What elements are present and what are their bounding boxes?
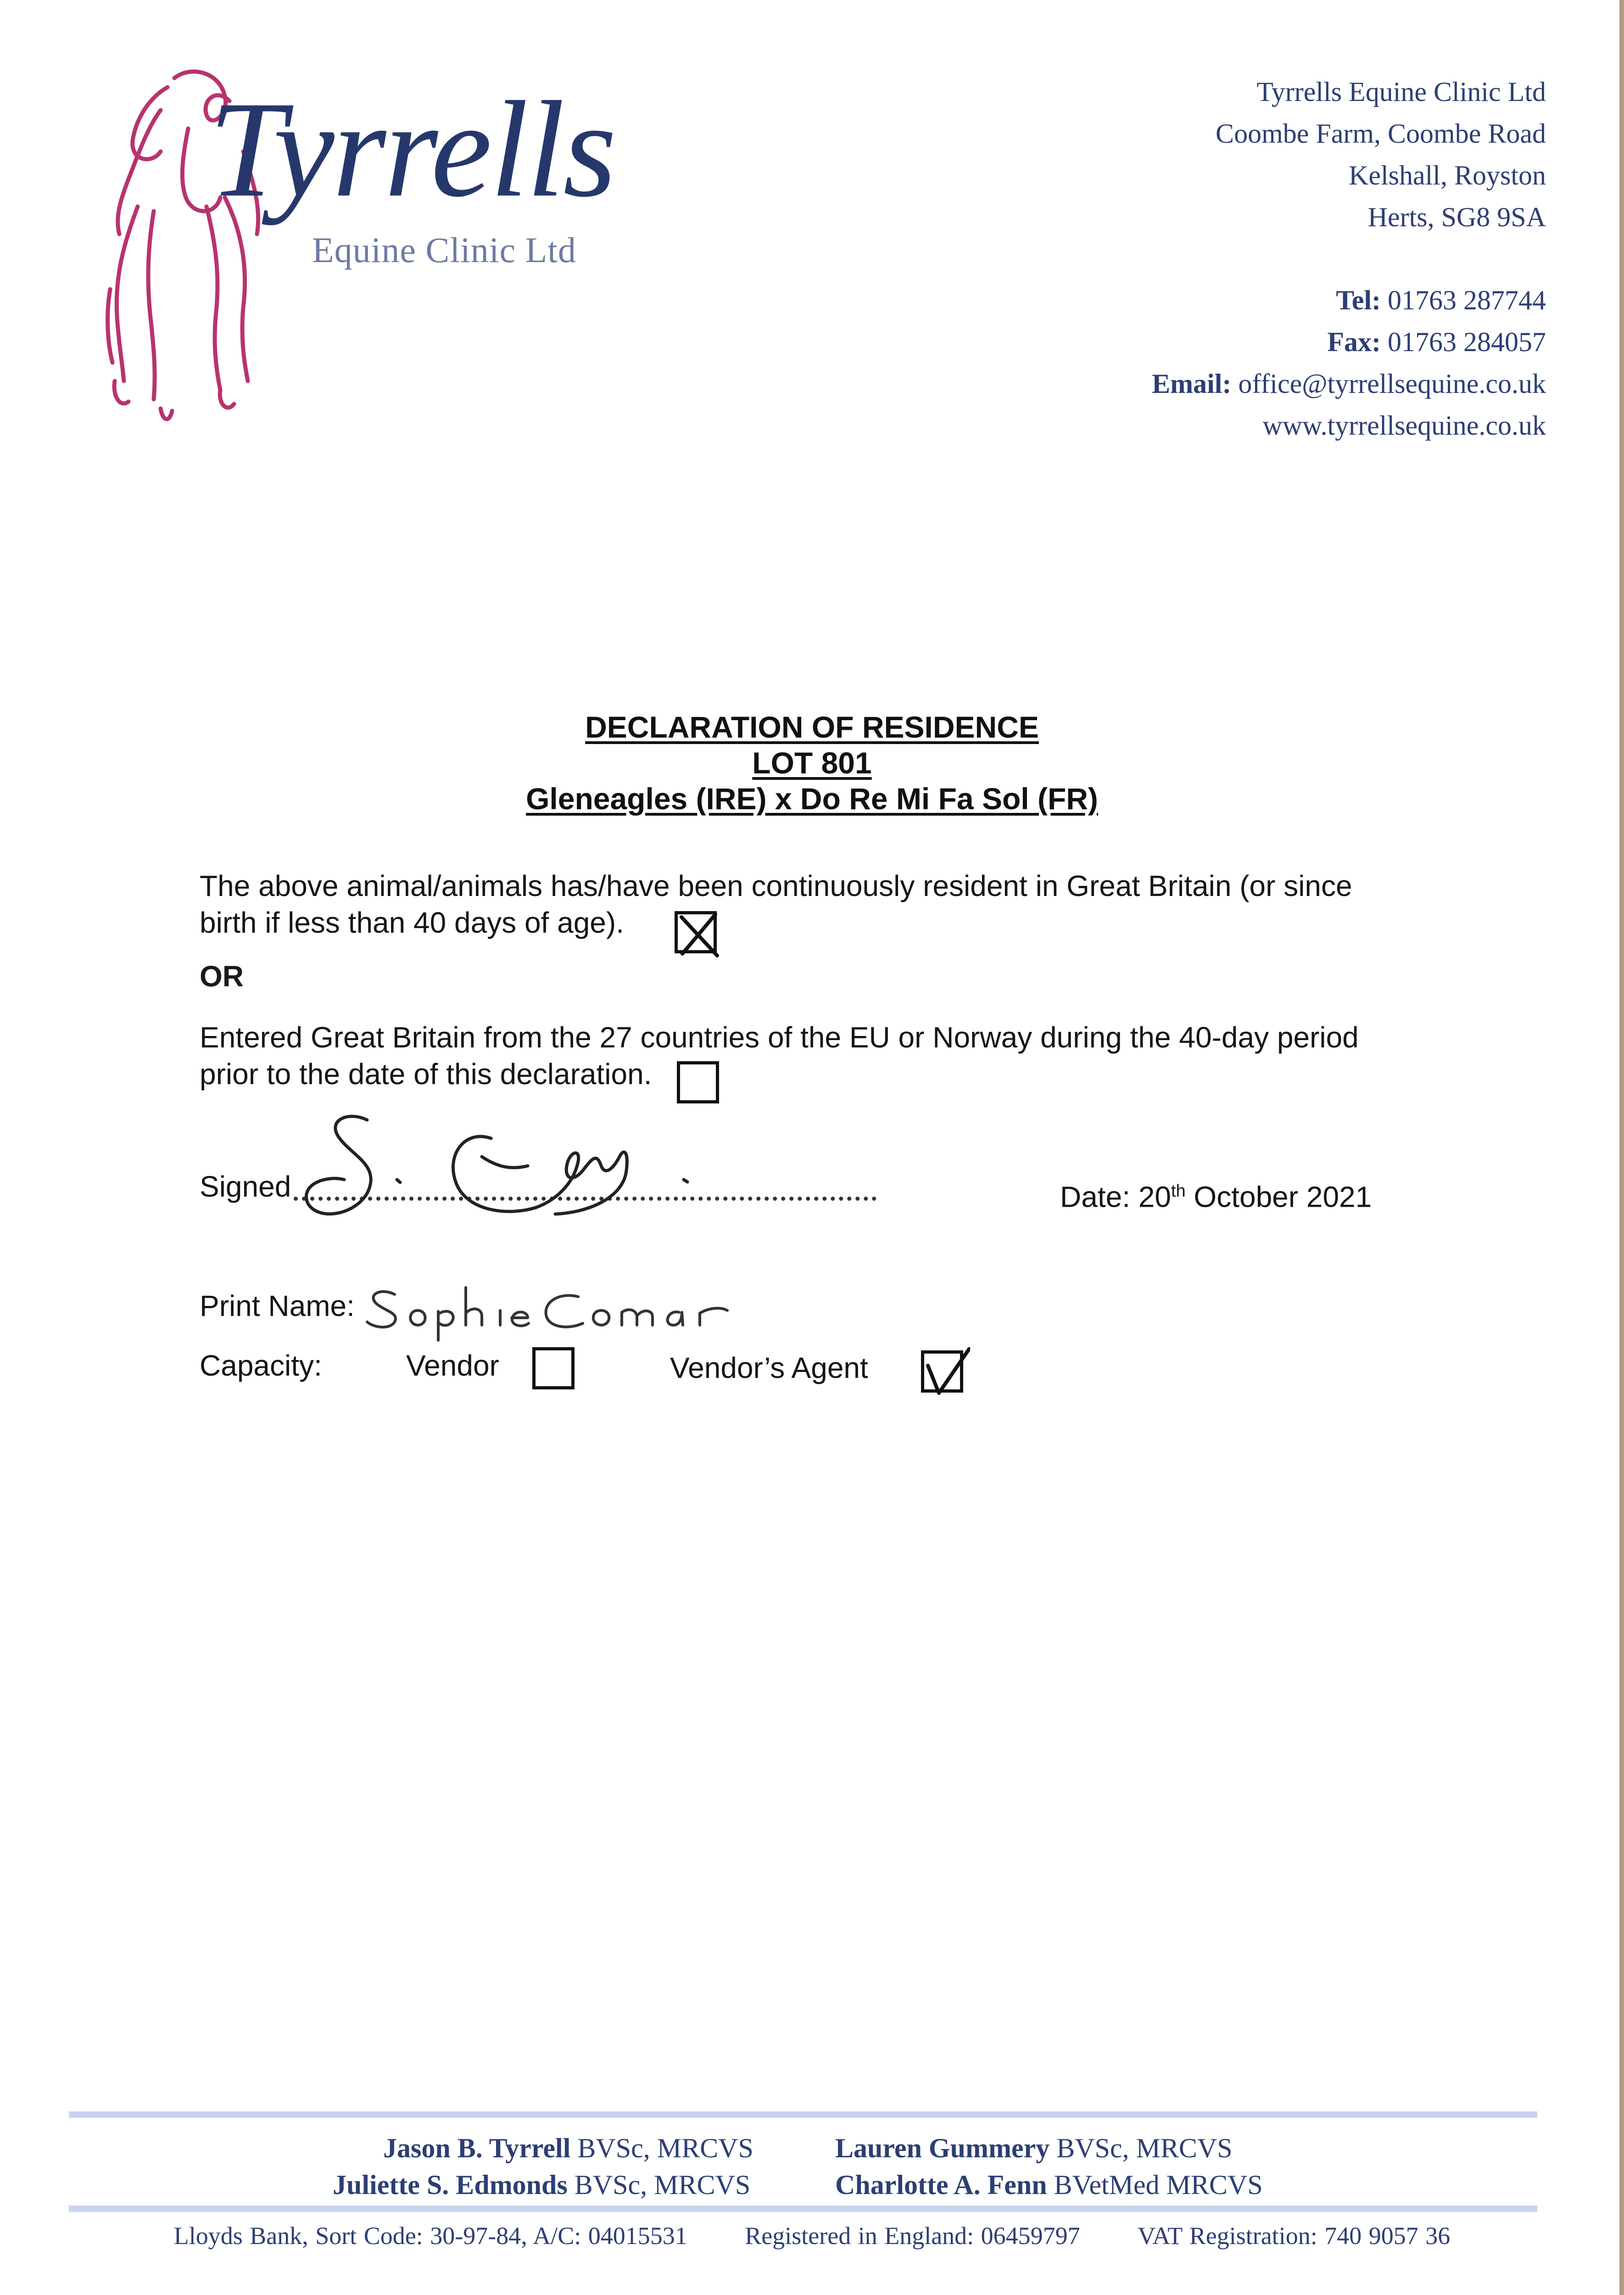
partner-qualifications: BVSc, MRCVS (574, 2170, 751, 2200)
partner-qualifications: BVSc, MRCVS (577, 2133, 753, 2163)
fax-line (1152, 321, 1546, 363)
address-line: Tyrrells Equine Clinic Ltd (1256, 77, 1546, 107)
brand-name: Tyrrells (209, 73, 615, 225)
horse-pedigree: Gleneagles (IRE) x Do Re Mi Fa Sol (FR) (526, 782, 1098, 816)
brand-subtitle: Equine Clinic Ltd (312, 230, 576, 270)
tel-value: 01763 287744 (1388, 285, 1546, 315)
clinic-address-block (1152, 71, 1546, 447)
footer-rule-bottom (69, 2205, 1537, 2212)
declaration-title: DECLARATION OF RESIDENCE (585, 710, 1039, 744)
date-suffix: th (1171, 1181, 1186, 1201)
declaration-date (1060, 1173, 1372, 1215)
partner-name: Juliette S. Edmonds (333, 2170, 568, 2200)
option1-paragraph (200, 868, 1402, 941)
address-line: Coombe Farm, Coombe Road (1216, 118, 1546, 149)
signed-label: Signed (200, 1170, 291, 1203)
capacity-label: Capacity: (200, 1349, 322, 1382)
company-registration: Registered in England: 06459797 (745, 2222, 1080, 2250)
partner-qualifications: BVetMed MRCVS (1054, 2170, 1263, 2200)
tel-label: Tel: (1336, 285, 1381, 315)
email-line (1152, 363, 1546, 405)
print-name-handwriting (363, 1274, 785, 1343)
scan-edge (1619, 0, 1624, 2295)
date-month-year: October 2021 (1194, 1180, 1372, 1214)
vendor-checkbox[interactable] (532, 1347, 575, 1389)
footer-rule-top (69, 2111, 1537, 2118)
partner-entry (333, 2166, 750, 2203)
option1-checkbox[interactable] (675, 911, 717, 953)
bank-details: Lloyds Bank, Sort Code: 30-97-84, A/C: 04015531 (173, 2222, 687, 2250)
cross-mark-icon (673, 908, 724, 962)
partner-name: Charlotte A. Fenn (835, 2170, 1047, 2200)
vendor-label: Vendor (406, 1349, 499, 1382)
partner-entry (835, 2166, 1263, 2203)
email-label: Email: (1152, 369, 1232, 399)
date-day: 20 (1138, 1180, 1171, 1214)
partner-entry (383, 2130, 753, 2166)
partner-name: Jason B. Tyrrell (383, 2133, 571, 2163)
lot-number: LOT 801 (752, 746, 872, 780)
or-separator: OR (200, 960, 244, 993)
email-value: office@tyrrellsequine.co.uk (1238, 369, 1546, 399)
address-line: Kelshall, Royston (1349, 160, 1546, 190)
declaration-title-block (0, 709, 1624, 817)
partner-entry (835, 2130, 1233, 2166)
fax-value: 01763 284057 (1388, 327, 1546, 357)
fax-label: Fax: (1327, 327, 1381, 357)
partner-qualifications: BVSc, MRCVS (1056, 2133, 1233, 2163)
option1-text: The above animal/animals has/have been continuously resident in Great Britain (or since birth if less than 40 days of age). (200, 869, 1352, 939)
tick-mark-icon (920, 1347, 970, 1401)
vendors-agent-checkbox[interactable] (921, 1350, 963, 1393)
telephone-line (1152, 280, 1546, 321)
option2-paragraph (200, 1019, 1402, 1092)
print-name-label: Print Name: (200, 1289, 355, 1322)
company-registration-line (0, 2222, 1624, 2250)
website-line: www.tyrrellsequine.co.uk (1262, 410, 1546, 441)
address-line: Herts, SG8 9SA (1367, 202, 1546, 232)
vat-registration: VAT Registration: 740 9057 36 (1138, 2222, 1451, 2250)
vendors-agent-label: Vendor’s Agent (670, 1351, 868, 1384)
option2-text: Entered Great Britain from the 27 countries of the EU or Norway during the 40-day period prior to the date of this declaration. (200, 1021, 1359, 1091)
handwritten-signature (298, 1102, 711, 1239)
partner-name: Lauren Gummery (835, 2133, 1050, 2163)
option2-checkbox[interactable] (677, 1061, 719, 1103)
date-label: Date: (1060, 1180, 1130, 1214)
